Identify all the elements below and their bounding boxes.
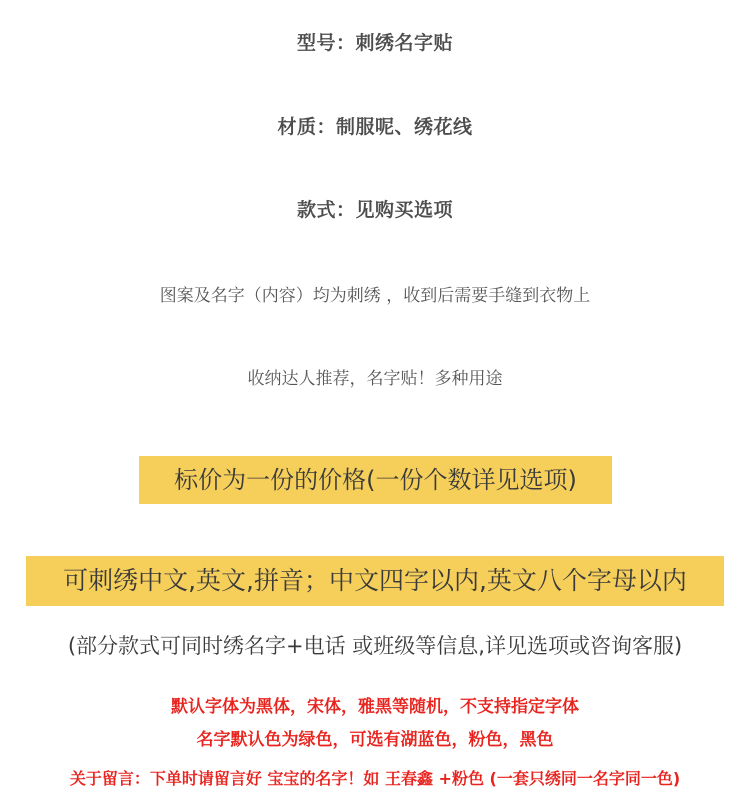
spec-style: 款式：见购买选项 bbox=[296, 199, 453, 221]
spec-material: 材质：制服呢、绣花线 bbox=[277, 116, 473, 138]
extra-info-note: (部分款式可同时绣名字+电话 或班级等信息,详见选项或咨询客服) bbox=[67, 634, 683, 658]
message-notice: 关于留言：下单时请留言好 宝宝的名字！如 王春鑫 +粉色 (一套只绣同一名字同一色) bbox=[69, 769, 681, 788]
color-notice: 名字默认色为绿色，可选有湖蓝色，粉色，黑色 bbox=[196, 730, 554, 750]
spec-model: 型号：刺绣名字贴 bbox=[296, 32, 453, 54]
embroider-highlight: 可刺绣中文,英文,拼音；中文四字以内,英文八个字母以内 bbox=[26, 556, 724, 606]
desc-recommend: 收纳达人推荐，名字贴！多种用途 bbox=[247, 369, 503, 389]
font-notice: 默认字体为黑体，宋体，雅黑等随机，不支持指定字体 bbox=[171, 697, 579, 717]
desc-pattern: 图案及名字（内容）均为刺绣 ，收到后需要手缝到衣物上 bbox=[159, 286, 591, 306]
price-highlight: 标价为一份的价格(一份个数详见选项) bbox=[139, 456, 612, 504]
